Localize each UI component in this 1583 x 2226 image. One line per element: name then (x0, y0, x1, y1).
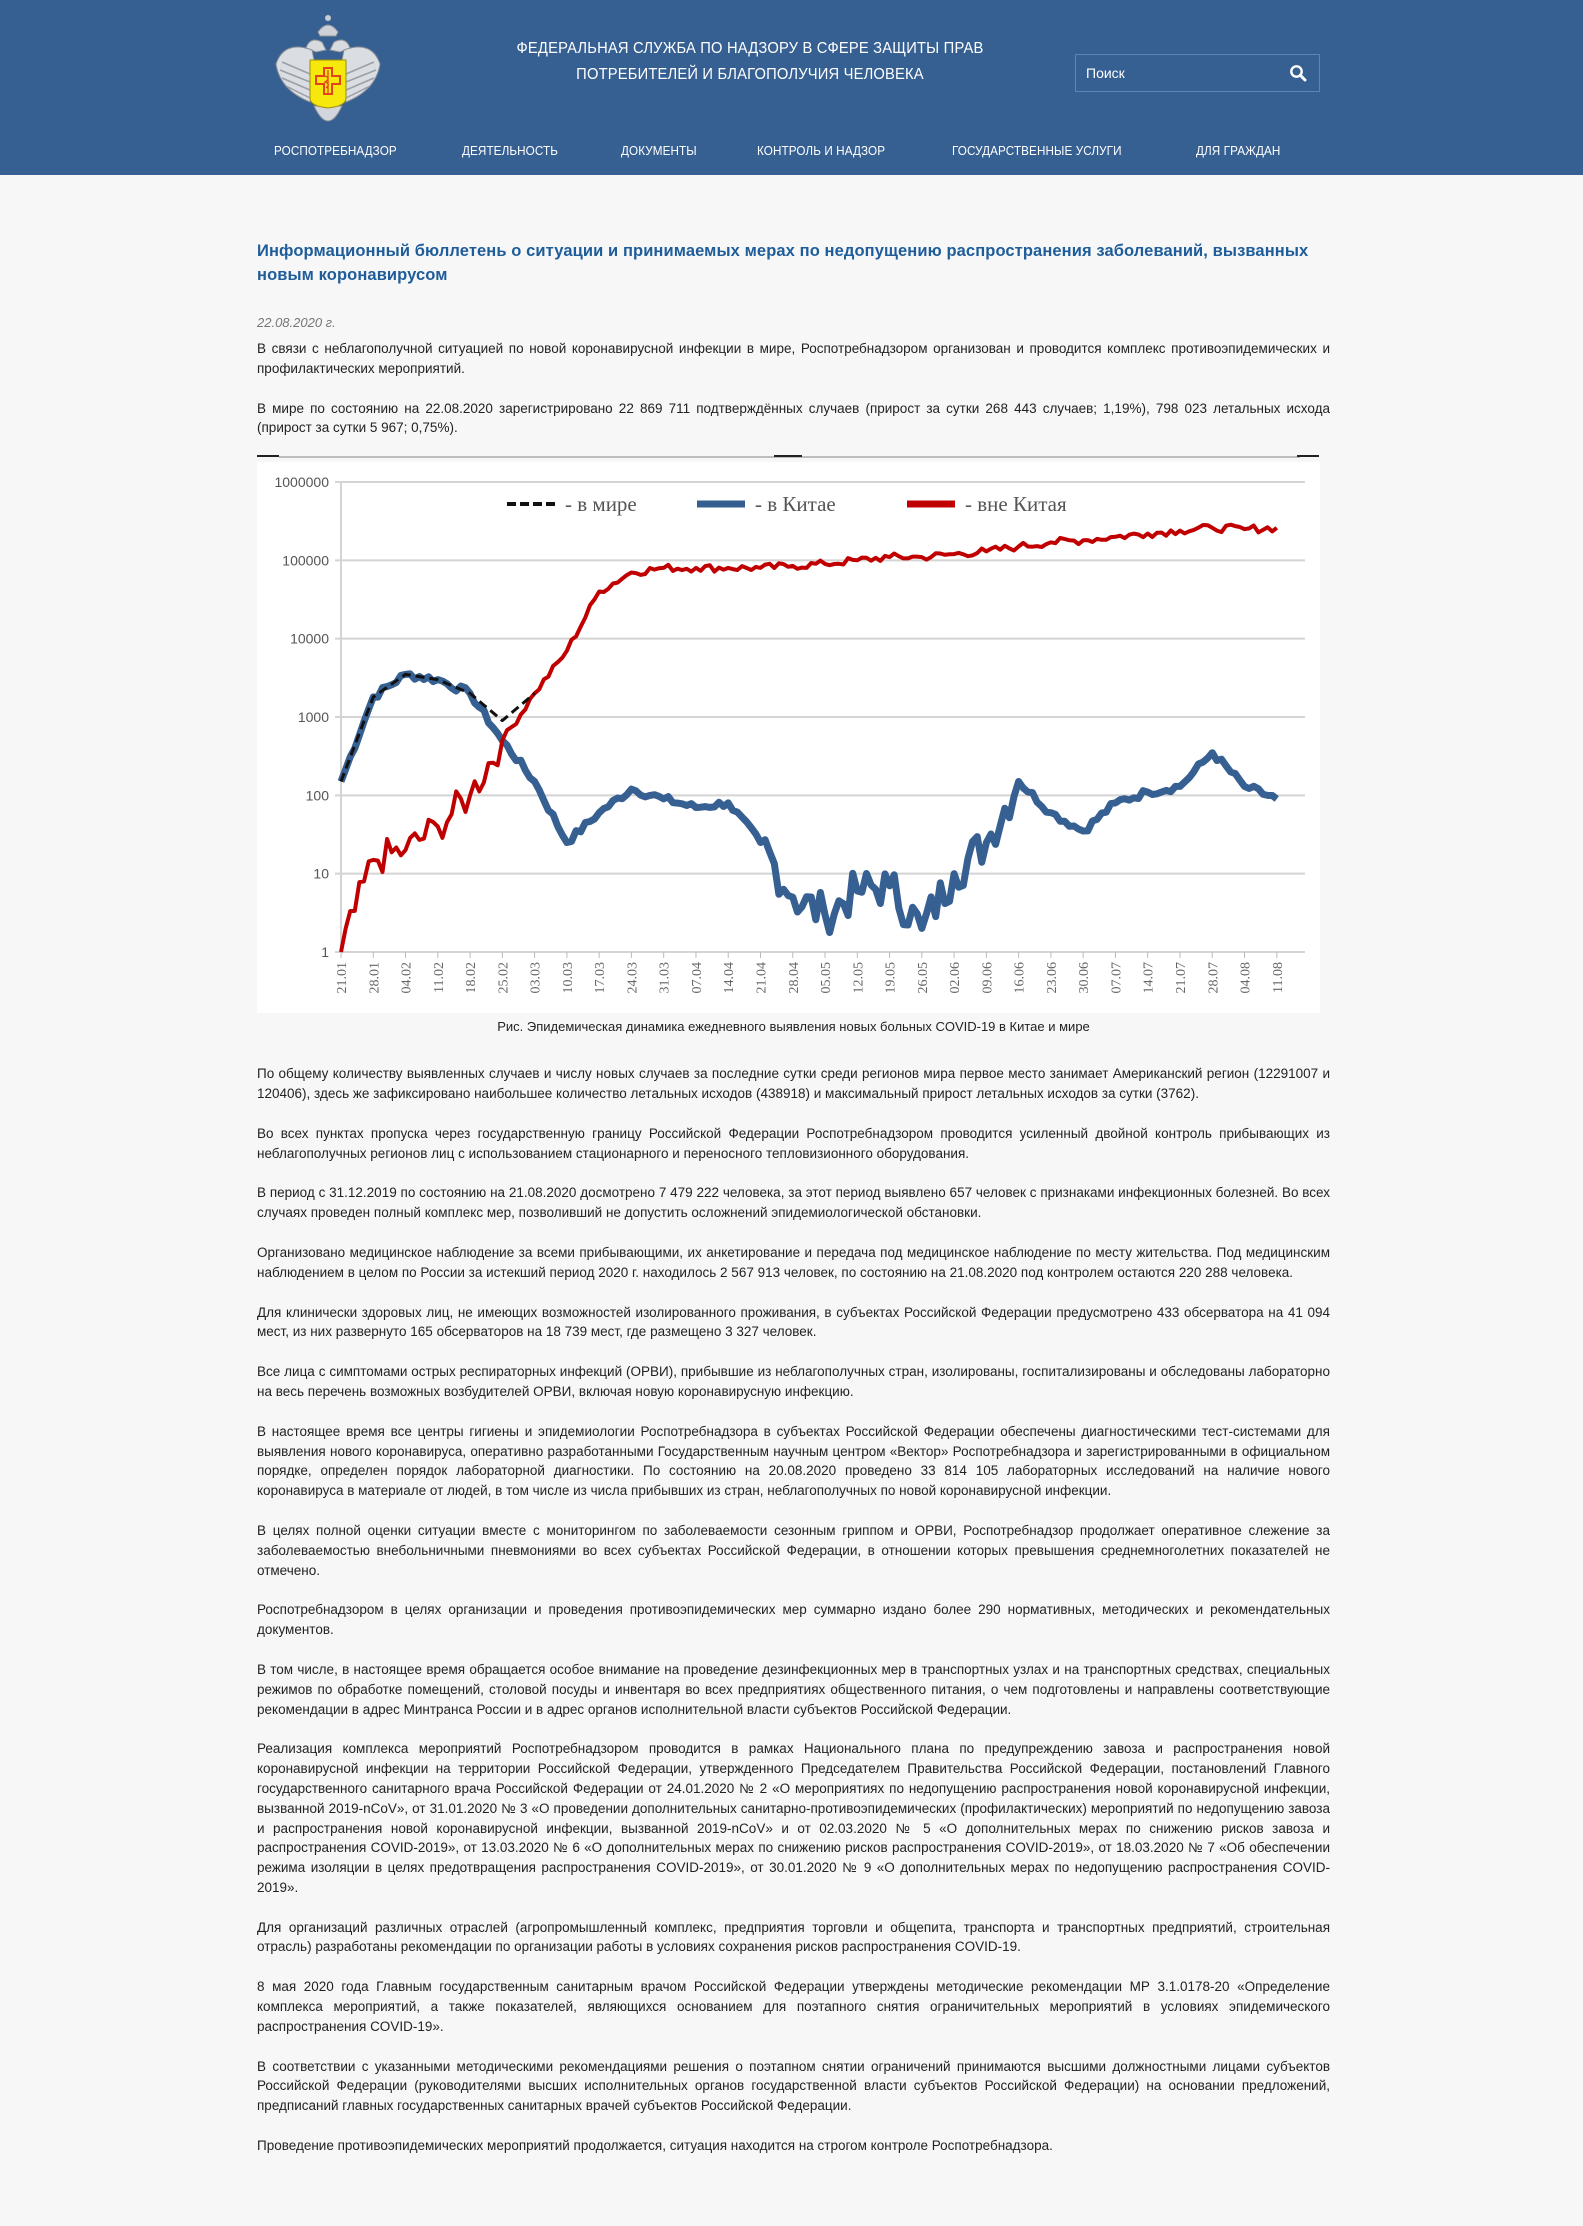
legend-label: - в мире (565, 492, 637, 517)
legend-label: - в Китае (755, 492, 836, 517)
site-title (492, 36, 1007, 88)
nav-item-rospotrebnadzor[interactable]: РОСПОТРЕБНАДЗОР (274, 143, 397, 158)
svg-text:16.06: 16.06 (1012, 962, 1028, 994)
svg-text:28.07: 28.07 (1206, 962, 1222, 994)
svg-text:100000: 100000 (282, 552, 329, 569)
article-paragraph: В том числе, в настоящее время обращается особое внимание на проведение дезинфекционных мер в транспортных узлах и на транспортных средствах, специальных режимов по обработке помещений, столовой посуды и инвентаря во всех предприятиях общественного питания, о чем подготовлены и направлены соответствующие рекомендации в адрес Минтранса России и в адрес органов исполнительной власти субъектов Российской Федерации. (257, 1661, 1330, 1717)
svg-text:02.06: 02.06 (948, 962, 964, 994)
article-paragraph: Реализация комплекса мероприятий Роспотребнадзором проводится в рамках Национального плана по предупреждению завоза и распространения новой коронавирусной инфекции на территории Российской Федерации, утвержденного Председателем Правительства Российской Федерации, постановлений Главного государственного санитарного врача Российской Федерации от 24.01.2020 № 2 «О мероприятиях по недопущению распространения новой коронавирусной инфекции, вызванной 2019-nCoV», от 31.01.2020 № 3 «О проведении дополнительных санитарно-противоэпидемических (профилактических) мероприятий по недопущению завоза и распространения новой коронавирусной инфекции, вызванной 2019-nCoV» и от 02.03.2020 № 5 «О дополнительных мерах по снижению рисков завоза и распространения COVID-2019», от 13.03.2020 № 6 «О дополнительных мерах по снижению рисков распространения COVID-2019», от 18.03.2020 № 7 «Об обеспечении режима изоляции в целях предотвращения распространения COVID-2019», от 30.01.2020 № 9 «О дополнительных мерах по недопущению распространения COVID-2019». (257, 1741, 1330, 1895)
site-title-line2: ПОТРЕБИТЕЛЕЙ И БЛАГОПОЛУЧИЯ ЧЕЛОВЕКА (576, 66, 924, 83)
legend-label: - вне Китая (965, 492, 1067, 517)
nav-item-documents[interactable]: ДОКУМЕНТЫ (621, 143, 697, 158)
figure (257, 454, 1330, 1034)
svg-text:18.02: 18.02 (464, 962, 480, 994)
svg-text:14.04: 14.04 (722, 962, 738, 994)
svg-text:12.05: 12.05 (851, 962, 867, 994)
svg-text:21.07: 21.07 (1173, 962, 1189, 994)
article-title: Информационный бюллетень о ситуации и принимаемых мерах по недопущению распространения заболеваний, вызванных новым коронавирусом (257, 242, 1309, 284)
nav-item-activity[interactable]: ДЕЯТЕЛЬНОСТЬ (462, 143, 559, 158)
article-paragraph: В настоящее время все центры гигиены и эпидемиологии Роспотребнадзора в субъектах Российской Федерации обеспечены диагностическими тест-системами для выявления нового коронавируса, оперативно разработанными Государственным научным центром «Вектор» Роспотребнадзора и зарегистрированными в официальном порядке, определен порядок лабораторной диагностики. По состоянию на 20.08.2020 проведено 33 814 105 лабораторных исследований на наличие нового коронавируса в материале от людей, в том числе из числа прибывших из стран, неблагополучных по новой коронавирусной инфекции. (257, 1423, 1330, 1499)
svg-text:14.07: 14.07 (1141, 962, 1157, 994)
article-paragraph: В соответствии с указанными методическими рекомендациями решения о поэтапном снятии ограничений принимаются высшими должностными лицами субъектов Российской Федерации (руководителями высших исполнительных органов государственной власти субъектов Российской Федерации) на основании предложений, предписаний главных государственных санитарных врачей субъектов Российской Федерации. (257, 2058, 1330, 2114)
search-box (1075, 54, 1320, 92)
article-paragraph: В целях полной оценки ситуации вместе с мониторингом по заболеваемости сезонным гриппом и ОРВИ, Роспотребнадзор продолжает оперативное слежение за заболеваемостью внебольничными пневмониями во всех субъектах Российской Федерации, в отношении которых превышения среднемноголетних показателей не отмечено. (257, 1522, 1330, 1578)
site-title-line1: ФЕДЕРАЛЬНАЯ СЛУЖБА ПО НАДЗОРУ В СФЕРЕ ЗАЩИТЫ ПРАВ (516, 40, 984, 57)
svg-text:09.06: 09.06 (980, 962, 996, 994)
svg-text:11.02: 11.02 (431, 962, 447, 994)
article (257, 175, 1330, 2176)
svg-text:11.08: 11.08 (1270, 962, 1286, 994)
svg-text:04.02: 04.02 (399, 962, 415, 994)
svg-text:24.03: 24.03 (625, 962, 641, 994)
line-chart (257, 462, 1320, 1013)
article-paragraph: Во всех пунктах пропуска через государственную границу Российской Федерации Роспотребнадзором проводится усиленный двойной контроль прибывающих из неблагополучных регионов лиц с использованием стационарного и переносного тепловизионного оборудования. (257, 1125, 1330, 1161)
svg-text:10000: 10000 (290, 630, 329, 647)
article-date: 22.08.2020 г. (257, 315, 336, 330)
article-paragraph: В мире по состоянию на 22.08.2020 зарегистрировано 22 869 711 подтверждённых случаев (прирост за сутки 268 443 случаев; 1,19%), 798 023 летальных исхода (прирост за сутки 5 967; 0,75%). (257, 400, 1330, 436)
search-input[interactable] (1086, 65, 1266, 81)
nav-item-gov-services[interactable]: ГОСУДАРСТВЕННЫЕ УСЛУГИ (951, 143, 1122, 158)
main-nav (274, 143, 1290, 158)
svg-text:17.03: 17.03 (593, 962, 609, 994)
svg-text:03.03: 03.03 (528, 962, 544, 994)
nav-item-control[interactable]: КОНТРОЛЬ И НАДЗОР (757, 143, 886, 158)
svg-text:21.04: 21.04 (754, 962, 770, 994)
svg-text:19.05: 19.05 (883, 962, 899, 994)
article-paragraph: Роспотребнадзором в целях организации и проведения противоэпидемических мер суммарно издано более 290 нормативных, методических и рекомендательных документов. (257, 1602, 1330, 1638)
svg-text:23.06: 23.06 (1044, 962, 1060, 994)
nav-item-for-citizens[interactable]: ДЛЯ ГРАЖДАН (1196, 143, 1281, 158)
article-paragraph: В период с 31.12.2019 по состоянию на 21.08.2020 досмотрено 7 479 222 человека, за этот период выявлено 657 человек с признаками инфекционных болезней. Во всех случаях проведен полный комплекс мер, позволивший не допустить осложнений эпидемиологической обстановки. (257, 1185, 1330, 1221)
article-paragraph: Для клинически здоровых лиц, не имеющих возможностей изолированного проживания, в субъектах Российской Федерации предусмотрено 433 обсерватора на 41 094 мест, из них развернуто 165 обсерваторов на 18 739 мест, где размещено 3 327 человек. (257, 1304, 1330, 1340)
svg-text:10: 10 (313, 865, 329, 882)
figure-divider (257, 454, 1330, 460)
article-paragraph: Для организаций различных отраслей (агропромышленный комплекс, предприятия торговли и общепита, транспорта и транспортных предприятий, строительная отрасль) разработаны рекомендации по организации работы в условиях сохранения рисков распространения COVID-19. (257, 1919, 1330, 1955)
epidemic-chart (257, 462, 1320, 1013)
series-line (341, 525, 1277, 952)
svg-text:28.04: 28.04 (786, 962, 802, 994)
article-paragraph: В связи с неблагополучной ситуацией по новой коронавирусной инфекции в мире, Роспотребнадзором организован и проводится комплекс противоэпидемических и профилактических мероприятий. (257, 341, 1330, 376)
svg-text:1000: 1000 (297, 709, 329, 726)
series-line (341, 674, 1277, 933)
svg-text:07.04: 07.04 (689, 962, 705, 994)
article-paragraph: По общему количеству выявленных случаев и числу новых случаев за последние сутки среди регионов мира первое место занимает Американский регион (12291007 и 120406), здесь же зафиксировано наибольшее количество летальных исходов (438918) и максимальный прирост летальных исходов за сутки (3762). (257, 1066, 1330, 1101)
figure-caption: Рис. Эпидемическая динамика ежедневного выявления новых больных COVID-19 в Китае и мире (497, 1019, 1090, 1035)
svg-text:28.01: 28.01 (367, 962, 383, 994)
svg-text:1: 1 (321, 944, 329, 961)
svg-text:25.02: 25.02 (496, 962, 512, 994)
article-paragraph: Все лица с симптомами острых респираторных инфекций (ОРВИ), прибывшие из неблагополучных стран, изолированы, госпитализированы и обследованы лабораторно на весь перечень возможных возбудителей ОРВИ, включая новую коронавирусную инфекцию. (257, 1364, 1330, 1399)
svg-text:04.08: 04.08 (1238, 962, 1254, 994)
article-paragraph: 8 мая 2020 года Главным государственным санитарным врачом Российской Федерации утверждены методические рекомендации МР 3.1.0178-20 «Определение комплекса мероприятий, а также показателей, являющихся основанием для поэтапного снятия ограничительных мероприятий в условиях эпидемического распространения COVID-19». (257, 1979, 1330, 2034)
svg-text:100: 100 (305, 787, 329, 804)
search-icon (1289, 64, 1307, 82)
svg-text:10.03: 10.03 (560, 962, 576, 994)
series-line (341, 675, 535, 782)
article-paragraph: Организовано медицинское наблюдение за всеми прибывающими, их анкетирование и передача под медицинское наблюдение по месту жительства. Под медицинским наблюдением в целом по России за истекший период 2020 г. находилось 2 567 913 человек, по состоянию на 21.08.2020 под контролем остаются 220 288 человека. (257, 1244, 1330, 1280)
search-button[interactable] (1287, 62, 1309, 84)
site-header (0, 0, 1583, 175)
coat-of-arms-logo[interactable] (270, 10, 386, 132)
svg-text:1000000: 1000000 (274, 474, 329, 491)
svg-text:30.06: 30.06 (1077, 962, 1093, 994)
article-paragraph: Проведение противоэпидемических мероприятий продолжается, ситуация находится на строгом контроле Роспотребнадзора. (257, 2138, 1053, 2154)
svg-text:31.03: 31.03 (657, 962, 673, 994)
svg-text:21.01: 21.01 (335, 962, 350, 994)
svg-text:05.05: 05.05 (819, 962, 835, 994)
svg-text:07.07: 07.07 (1109, 962, 1125, 994)
svg-text:26.05: 26.05 (915, 962, 931, 994)
